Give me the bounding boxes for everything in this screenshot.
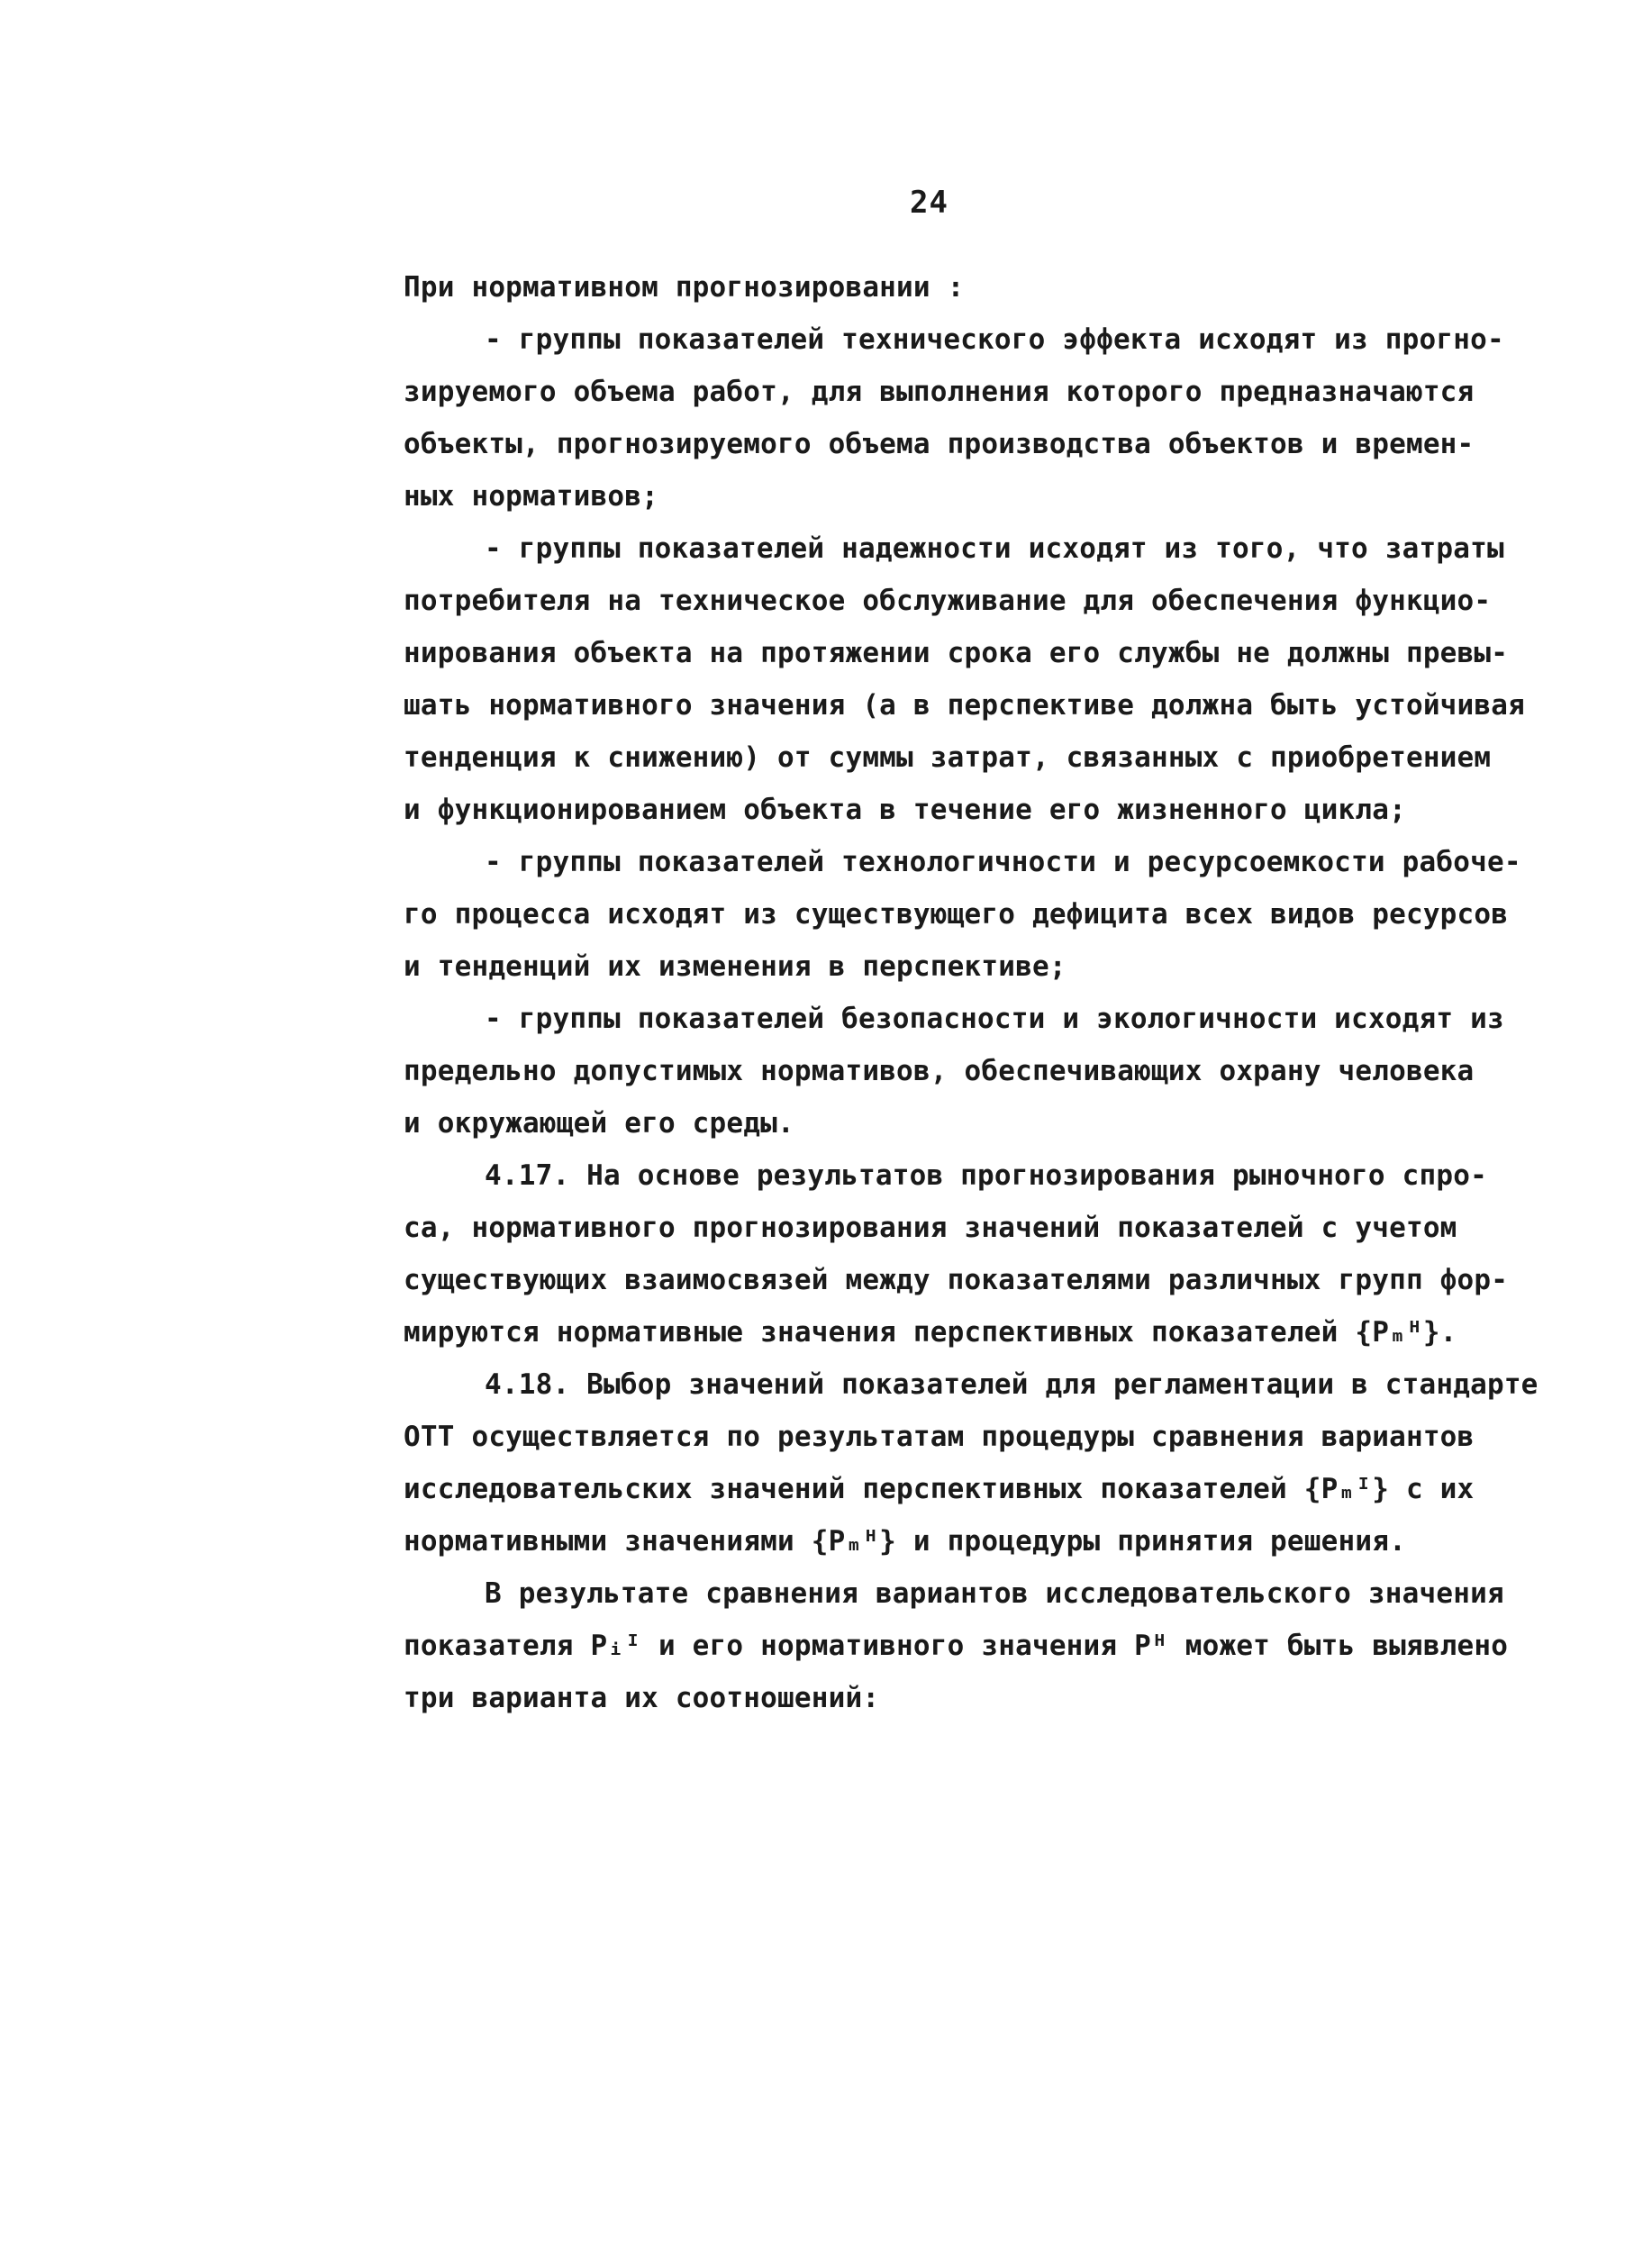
text-line: 4.18. Выбор значений показателей для регламентации в стандарте (485, 1368, 1539, 1401)
text-line: существующих взаимосвязей между показателями различных групп фор- (404, 1264, 1509, 1296)
text-line: объекты, прогнозируемого объема производства объектов и времен- (404, 428, 1475, 460)
body-text (404, 261, 1539, 1724)
text-line: го процесса исходят из существующего дефицита всех видов ресурсов (404, 898, 1509, 931)
text-line: показателя Pᵢᴵ и его нормативного значения Pᴴ может быть выявлено (404, 1630, 1509, 1662)
text-line: В результате сравнения вариантов исследовательского значения (485, 1577, 1504, 1610)
text-line: ОТТ осуществляется по результатам процедуры сравнения вариантов (404, 1421, 1475, 1453)
text-line: ных нормативов; (404, 480, 658, 513)
text-line: шать нормативного значения (а в перспективе должна быть устойчивая (404, 689, 1525, 722)
text-line: предельно допустимых нормативов, обеспечивающих охрану человека (404, 1055, 1475, 1087)
text-line: и функционированием объекта в течение его жизненного цикла; (404, 794, 1406, 826)
text-line: - группы показателей технологичности и ресурсоемкости рабоче- (485, 846, 1521, 878)
text-line: три варианта их соотношений: (404, 1682, 880, 1714)
page-number: 24 (910, 185, 949, 221)
text-line: зируемого объема работ, для выполнения которого предназначаются (404, 376, 1475, 408)
text-line: - группы показателей технического эффекта исходят из прогно- (485, 323, 1504, 356)
text-line: нирования объекта на протяжении срока его службы не должны превы- (404, 637, 1509, 669)
text-line: При нормативном прогнозировании : (404, 271, 965, 304)
text-line: мируются нормативные значения перспективных показателей {Pₘᴴ}. (404, 1316, 1457, 1349)
text-line: и тенденций их изменения в перспективе; (404, 950, 1067, 983)
text-line: са, нормативного прогнозирования значений показателей с учетом (404, 1212, 1457, 1244)
text-line: - группы показателей надежности исходят из того, что затраты (485, 532, 1504, 565)
text-line: - группы показателей безопасности и экологичности исходят из (485, 1003, 1504, 1035)
text-line: тенденция к снижению) от суммы затрат, связанных с приобретением (404, 741, 1492, 774)
text-line: 4.17. На основе результатов прогнозирования рыночного спро- (485, 1159, 1487, 1192)
text-line: и окружающей его среды. (404, 1107, 794, 1140)
text-line: нормативными значениями {Pₘᴴ} и процедуры принятия решения. (404, 1525, 1406, 1558)
text-line: потребителя на техническое обслуживание для обеспечения функцио- (404, 585, 1492, 617)
text-line: исследовательских значений перспективных показателей {Pₘᴵ} с их (404, 1473, 1475, 1505)
